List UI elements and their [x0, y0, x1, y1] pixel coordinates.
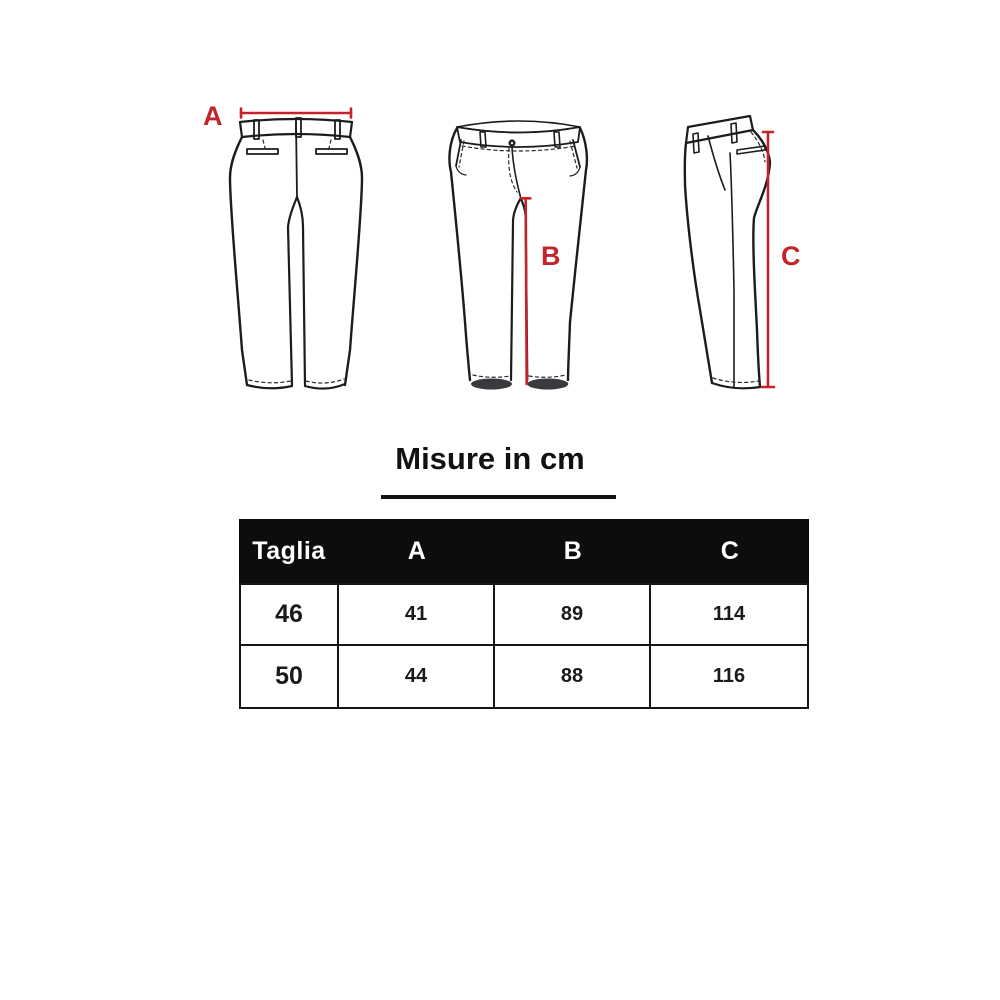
cell-size: 50	[241, 646, 339, 707]
table-row	[241, 646, 807, 707]
header-cell-taglia: Taglia	[252, 536, 326, 565]
cell-measure-a: 44	[339, 646, 495, 707]
measure-label-c: C	[781, 241, 801, 271]
pants-front-view-drawing	[425, 90, 625, 400]
measure-c-line	[762, 132, 774, 387]
cell-measure-c: 114	[712, 603, 746, 625]
pants-back-view-drawing	[185, 85, 415, 405]
title-underline	[381, 495, 616, 499]
cell-measure-b: 88	[495, 646, 651, 707]
header-cell-c: C	[720, 536, 740, 565]
cell-measure-b: 89	[495, 585, 651, 644]
measure-label-b: B	[541, 241, 561, 271]
size-table-body	[239, 583, 809, 709]
header-cell-b: B	[563, 536, 583, 565]
cell-measure-a: 41	[339, 585, 495, 644]
cell-measure-c: 116	[712, 665, 746, 687]
measure-b-line	[521, 198, 530, 384]
section-title-wrap	[320, 441, 660, 477]
size-table	[239, 519, 809, 709]
section-title: Misure in cm	[395, 441, 585, 476]
header-cell-a: A	[407, 536, 427, 565]
measure-a-line	[241, 109, 351, 118]
size-table-header-row	[239, 519, 809, 583]
cell-size: 46	[241, 585, 339, 644]
table-row	[241, 585, 807, 646]
measure-label-a: A	[203, 101, 223, 131]
